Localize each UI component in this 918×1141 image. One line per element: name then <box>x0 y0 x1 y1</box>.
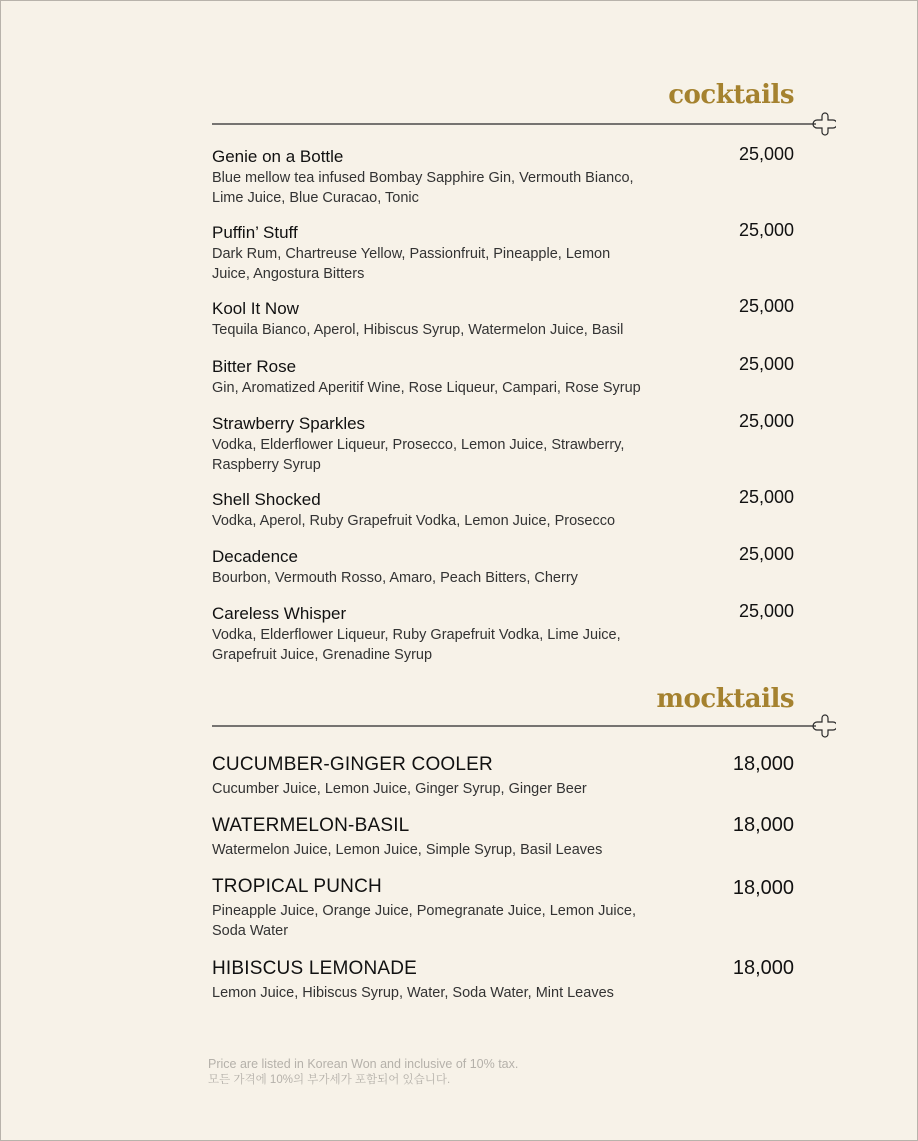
item-description: Cucumber Juice, Lemon Juice, Ginger Syrup, Ginger Beer <box>212 781 587 797</box>
cocktail-item <box>212 601 794 665</box>
item-name: Kool It Now <box>212 299 299 318</box>
item-price: 25,000 <box>738 220 794 240</box>
item-description: Vodka, Elderflower Liqueur, Prosecco, Lemon Juice, Strawberry, Raspberry Syrup <box>212 437 625 473</box>
cocktail-item <box>212 544 794 588</box>
cocktail-item <box>212 144 794 208</box>
item-description: Watermelon Juice, Lemon Juice, Simple Syrup, Basil Leaves <box>212 842 603 858</box>
mocktails-heading: mocktails <box>656 684 794 714</box>
mocktails-section <box>212 684 834 1014</box>
item-price: 25,000 <box>738 544 794 564</box>
item-name: Bitter Rose <box>212 357 297 376</box>
item-name: Careless Whisper <box>212 604 347 623</box>
quatrefoil-ornament-icon <box>813 113 836 135</box>
quatrefoil-ornament-icon <box>813 715 836 737</box>
cocktails-section <box>212 80 834 680</box>
item-name: TROPICAL PUNCH <box>212 876 382 897</box>
item-price: 18,000 <box>732 814 794 836</box>
price-disclaimer-en: Price are listed in Korean Won and inclusive of 10% tax. <box>208 1057 519 1071</box>
price-disclaimer-ko: 모든 가격에 10%의 부가세가 포함되어 있습니다. <box>208 1074 451 1086</box>
item-name: Decadence <box>212 547 299 566</box>
item-description: Vodka, Elderflower Liqueur, Ruby Grapefruit Vodka, Lime Juice, Grapefruit Juice, Grenadine Syrup <box>212 627 621 663</box>
cocktail-item <box>212 411 794 475</box>
item-name: Puffin’ Stuff <box>212 223 298 242</box>
item-description: Lemon Juice, Hibiscus Syrup, Water, Soda Water, Mint Leaves <box>212 985 614 1001</box>
item-price: 25,000 <box>738 601 794 621</box>
item-price: 18,000 <box>732 753 794 775</box>
item-price: 18,000 <box>732 957 794 979</box>
item-description: Tequila Bianco, Aperol, Hibiscus Syrup, Watermelon Juice, Basil <box>212 322 624 338</box>
item-price: 25,000 <box>738 144 794 164</box>
cocktails-heading: cocktails <box>668 80 794 110</box>
mocktails-divider <box>212 714 836 738</box>
item-name: CUCUMBER-GINGER COOLER <box>212 754 493 775</box>
price-disclaimer <box>208 1056 518 1088</box>
item-name: Shell Shocked <box>212 490 321 509</box>
item-price: 25,000 <box>738 296 794 316</box>
cocktail-item <box>212 354 794 398</box>
cocktail-item <box>212 296 794 340</box>
item-price: 18,000 <box>732 877 794 899</box>
item-name: WATERMELON-BASIL <box>212 815 410 836</box>
mocktail-item <box>212 815 794 860</box>
item-name: Strawberry Sparkles <box>212 414 366 433</box>
item-price: 25,000 <box>738 411 794 431</box>
mocktail-item <box>212 876 794 941</box>
mocktail-item <box>212 958 794 1003</box>
item-description: Gin, Aromatized Aperitif Wine, Rose Liqueur, Campari, Rose Syrup <box>212 380 641 396</box>
item-name: HIBISCUS LEMONADE <box>212 958 418 979</box>
cocktail-item <box>212 487 794 531</box>
item-description: Vodka, Aperol, Ruby Grapefruit Vodka, Lemon Juice, Prosecco <box>212 513 616 529</box>
item-description: Pineapple Juice, Orange Juice, Pomegranate Juice, Lemon Juice, Soda Water <box>212 903 636 939</box>
item-price: 25,000 <box>738 354 794 374</box>
cocktails-divider <box>212 112 836 136</box>
item-name: Genie on a Bottle <box>212 147 344 166</box>
item-description: Blue mellow tea infused Bombay Sapphire Gin, Vermouth Bianco, Lime Juice, Blue Curacao, Tonic <box>212 170 634 206</box>
item-description: Bourbon, Vermouth Rosso, Amaro, Peach Bitters, Cherry <box>212 570 578 586</box>
cocktail-item <box>212 220 794 284</box>
item-price: 25,000 <box>738 487 794 507</box>
item-description: Dark Rum, Chartreuse Yellow, Passionfruit, Pineapple, Lemon Juice, Angostura Bitters <box>212 246 611 282</box>
mocktail-item <box>212 754 794 799</box>
